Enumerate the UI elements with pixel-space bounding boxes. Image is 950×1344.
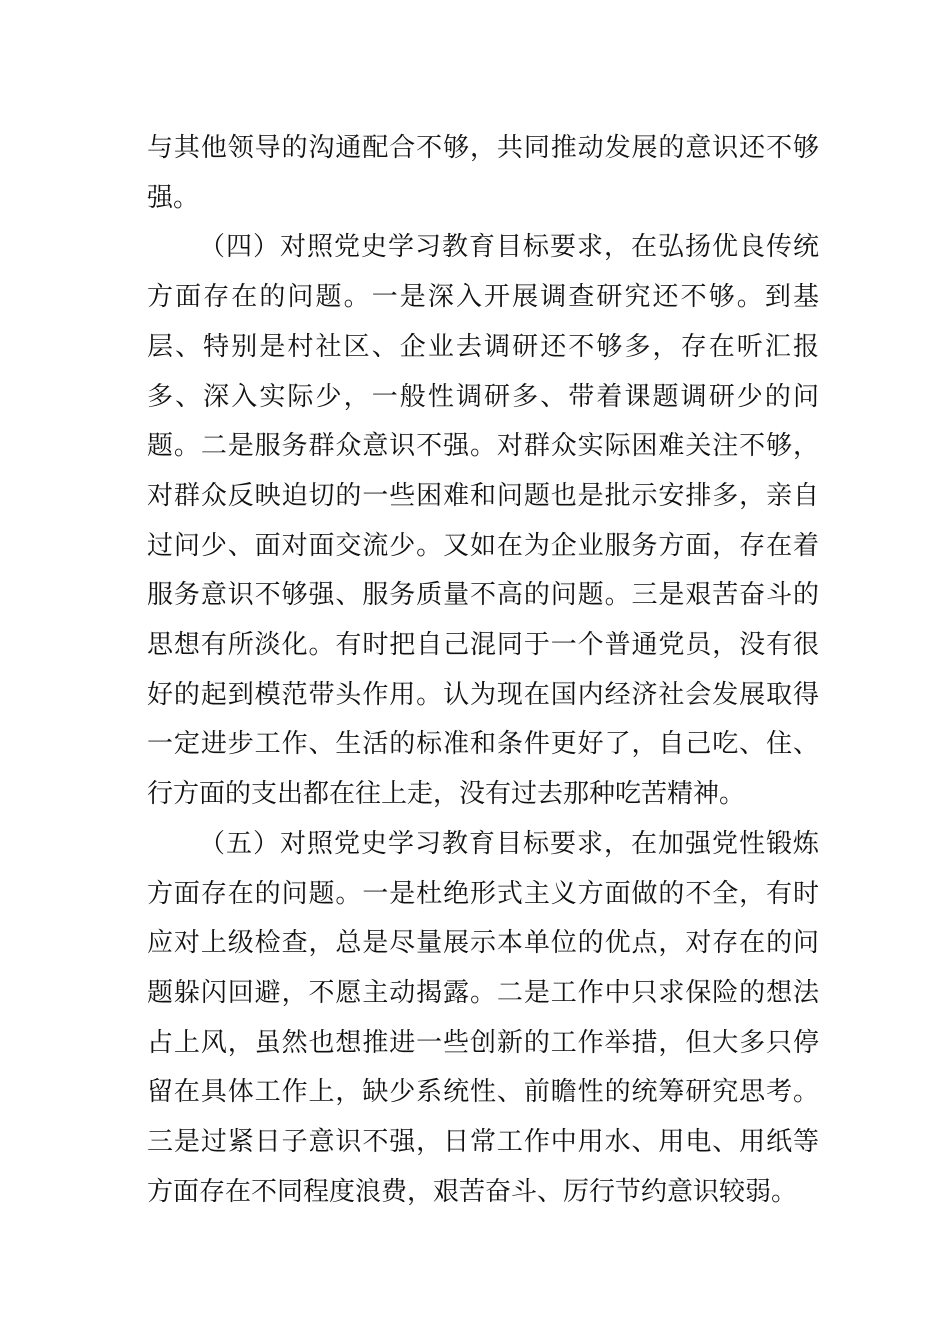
paragraph-section-5: （五）对照党史学习教育目标要求，在加强党性锻炼方面存在的问题。一是杜绝形式主义方面做的不全，有时应对上级检查，总是尽量展示本单位的优点，对存在的问题躲闪回避，不愿主动揭露。二是工作中只求保险的想法占上风，虽然也想推进一些创新的工作举措，但大多只停留在具体工作上，缺少系统性、前瞻性的统筹研究思考。三是过紧日子意识不强，日常工作中用水、用电、用纸等方面存在不同程度浪费，艰苦奋斗、厉行节约意识较弱。 xyxy=(147,828,819,1207)
paragraph-section-4: （四）对照党史学习教育目标要求，在弘扬优良传统方面存在的问题。一是深入开展调查研究还不够。到基层、特别是村社区、企业去调研还不够多，存在听汇报多、深入实际少，一般性调研多、带着课题调研少的问题。二是服务群众意识不强。对群众实际困难关注不够，对群众反映迫切的一些困难和问题也是批示安排多，亲自过问少、面对面交流少。又如在为企业服务方面，存在着服务意识不够强、服务质量不高的问题。三是艰苦奋斗的思想有所淡化。有时把自己混同于一个普通党员，没有很好的起到模范带头作用。认为现在国内经济社会发展取得一定进步工作、生活的标准和条件更好了，自己吃、住、行方面的支出都在往上走，没有过去那种吃苦精神。 xyxy=(147,232,819,810)
body-text xyxy=(147,124,819,1217)
paragraph-continuation: 与其他领导的沟通配合不够，共同推动发展的意识还不够强。 xyxy=(147,133,819,213)
